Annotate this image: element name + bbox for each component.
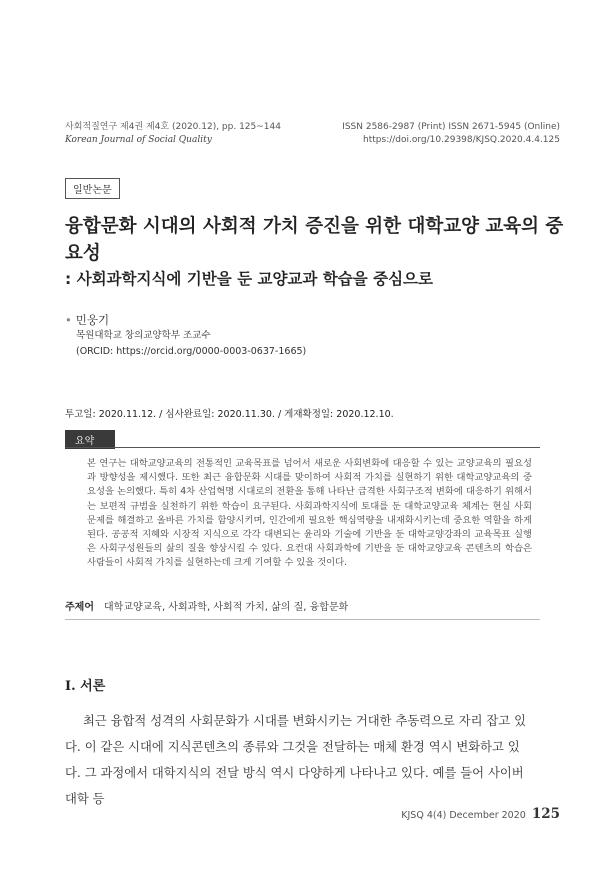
article-title: 융합문화 시대의 사회적 가치 증진을 위한 대학교양 교육의 중요성 — [65, 216, 564, 264]
body-paragraph: 최근 융합적 성격의 사회문화가 시대를 변화시키는 거대한 추동력으로 자리 잡고 있다. 이 같은 시대에 지식콘텐츠의 종류와 그것을 전달하는 매체 환경 역시 변화하고 있다. 그 과정에서 대학지식의 전달 방식 역시 다양하게 나타나고 있다. 예를 들어 사이버대학 등 — [65, 714, 526, 806]
article-category-tag: 일반논문 — [65, 178, 120, 199]
keywords-divider — [65, 619, 540, 620]
journal-english-name: Korean Journal of Social Quality — [65, 135, 212, 145]
running-header-right — [342, 121, 560, 147]
running-header-left — [65, 121, 281, 147]
keywords-text: 대학교양교육, 사회과학, 사회적 가치, 삶의 질, 융합문화 — [103, 602, 349, 613]
keywords-label: 주제어 — [65, 602, 94, 613]
page-footer — [401, 806, 560, 822]
page-number: 125 — [531, 806, 560, 822]
author-name-line — [65, 312, 306, 328]
issn-line: ISSN 2586-2987 (Print) ISSN 2671-5945 (Online) — [342, 122, 560, 132]
body-text — [65, 708, 535, 812]
abstract-divider — [65, 447, 540, 448]
author-block — [65, 312, 307, 360]
author-orcid[interactable]: (ORCID: https://orcid.org/0000-0003-0637-1665) — [76, 346, 307, 357]
abstract-label: 요약 — [65, 430, 115, 449]
author-name: 민웅기 — [75, 313, 110, 327]
keywords-line — [65, 598, 348, 613]
abstract-text: 본 연구는 대학교양교육의 전통적인 교육목표를 넘어서 새로운 사회변화에 대응할 수 있는 교양교육의 필요성과 방향성을 제시했다. 또한 최근 융합문화 시대를 맞이하여 사회적 가치를 실현하기 위한 대학교양교육의 중요성을 논의했다. 특히 4차 산업혁명 시대로의 전환을 통해 나타난 급격한 사회구조적 변화에 대응하기 위해서는 보편적 규범을 실천하기 위한 학습이 요구된다. 사회과학지식에 토대를 둔 대학교양교육 체계는 현실 사회문제를 해결하고 올바른 가치를 함양시키며, 인간에게 필요한 핵심역량을 내재화시키는데 중요한 역할을 하게 된다. 공공적 지혜와 시장적 지식으로 각각 대변되는 윤리와 기술에 기반을 둔 대학교양강좌의 교육목표 실행은 사회구성원들의 삶의 질을 향상시킬 수 있다. 요컨대 사회과학에 기반을 둔 대학교양교육 콘텐츠의 학습은 사람들이 사회적 가치를 실현하는데 크게 기여할 수 있을 것이다. — [87, 458, 532, 569]
author-affiliation: 목원대학교 창의교양학부 조교수 — [76, 330, 211, 341]
doi-link[interactable]: https://doi.org/10.29398/KJSQ.2020.4.4.125 — [363, 135, 560, 145]
article-subtitle: : 사회과학지식에 기반을 둔 교양교과 학습을 중심으로 — [65, 270, 433, 288]
footer-journal-issue: KJSQ 4(4) December 2020 — [401, 810, 526, 821]
journal-korean-citation: 사회적질연구 제4권 제4호 (2020.12), pp. 125~144 — [65, 122, 281, 132]
section-heading: Ⅰ. 서론 — [65, 679, 106, 694]
bullet-icon: • — [65, 313, 72, 327]
submission-dates: 투고일: 2020.11.12. / 심사완료일: 2020.11.30. / 게재확정일: 2020.12.10. — [65, 409, 394, 420]
